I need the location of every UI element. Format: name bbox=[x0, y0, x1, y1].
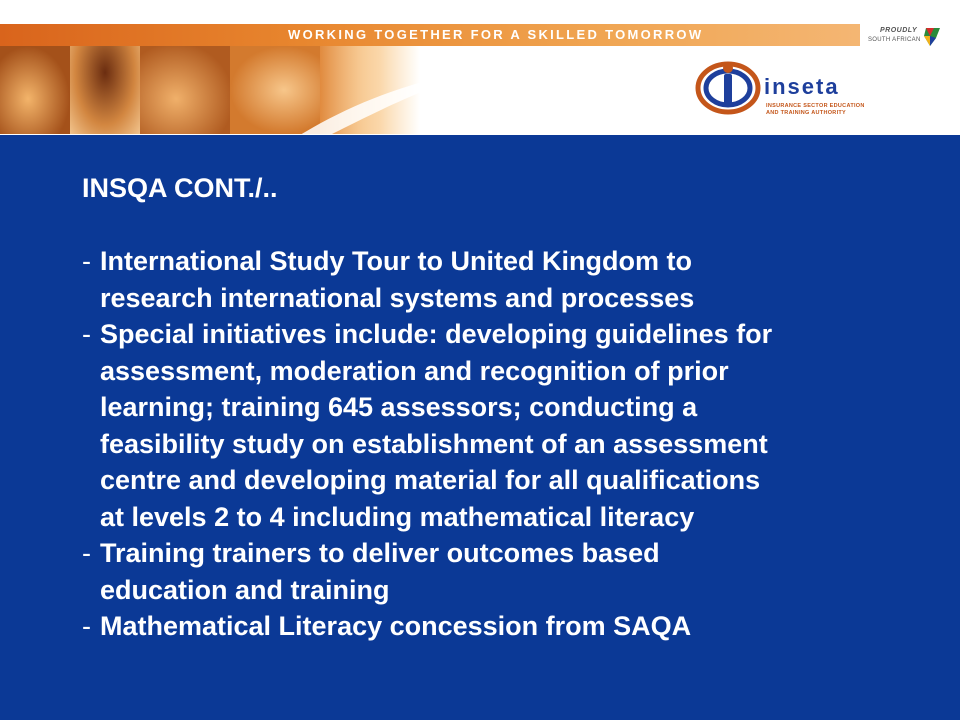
logo-subtitle-1: INSURANCE SECTOR EDUCATION bbox=[766, 103, 865, 109]
logo-wordmark: inseta bbox=[764, 74, 840, 99]
badge-line-2: SOUTH AFRICAN bbox=[868, 37, 921, 43]
bullet-line: assessment, moderation and recognition of prior bbox=[100, 355, 729, 386]
tagline: WORKING TOGETHER FOR A SKILLED TOMORROW bbox=[288, 27, 704, 42]
slide-header bbox=[0, 0, 960, 135]
bullet-line: at levels 2 to 4 including mathematical literacy bbox=[100, 501, 695, 532]
bullet-line: research international systems and processes bbox=[100, 282, 695, 313]
bullet-line: Training trainers to deliver outcomes based bbox=[100, 538, 660, 568]
bullet-item bbox=[82, 243, 942, 316]
bullet-line: feasibility study on establishment of an assessment bbox=[100, 428, 768, 459]
bullet-item bbox=[82, 316, 942, 535]
slide-title: INSQA CONT./.. bbox=[82, 173, 278, 203]
proudly-south-african-badge bbox=[864, 24, 944, 50]
slide-body bbox=[82, 170, 942, 645]
bullet-line: learning; training 645 assessors; conducting a bbox=[100, 392, 698, 422]
bullet-marker: - bbox=[82, 611, 91, 641]
bullet-marker: - bbox=[82, 246, 91, 276]
logo-subtitle-2: AND TRAINING AUTHORITY bbox=[766, 110, 847, 116]
bullet-line: Mathematical Literacy concession from SAQA bbox=[100, 611, 692, 641]
bullet-line: International Study Tour to United Kingdom to bbox=[100, 246, 692, 276]
bullet-item bbox=[82, 608, 942, 645]
inseta-emblem-icon bbox=[694, 58, 764, 122]
bullet-item bbox=[82, 535, 942, 608]
inseta-logo bbox=[694, 58, 874, 122]
bullet-line: education and training bbox=[100, 574, 390, 605]
badge-line-1: PROUDLY bbox=[880, 27, 918, 34]
bullet-line: Special initiatives include: developing guidelines for bbox=[100, 319, 773, 349]
bullet-marker: - bbox=[82, 319, 91, 349]
bullet-line: centre and developing material for all qualifications bbox=[100, 465, 761, 495]
bullet-marker: - bbox=[82, 538, 91, 568]
